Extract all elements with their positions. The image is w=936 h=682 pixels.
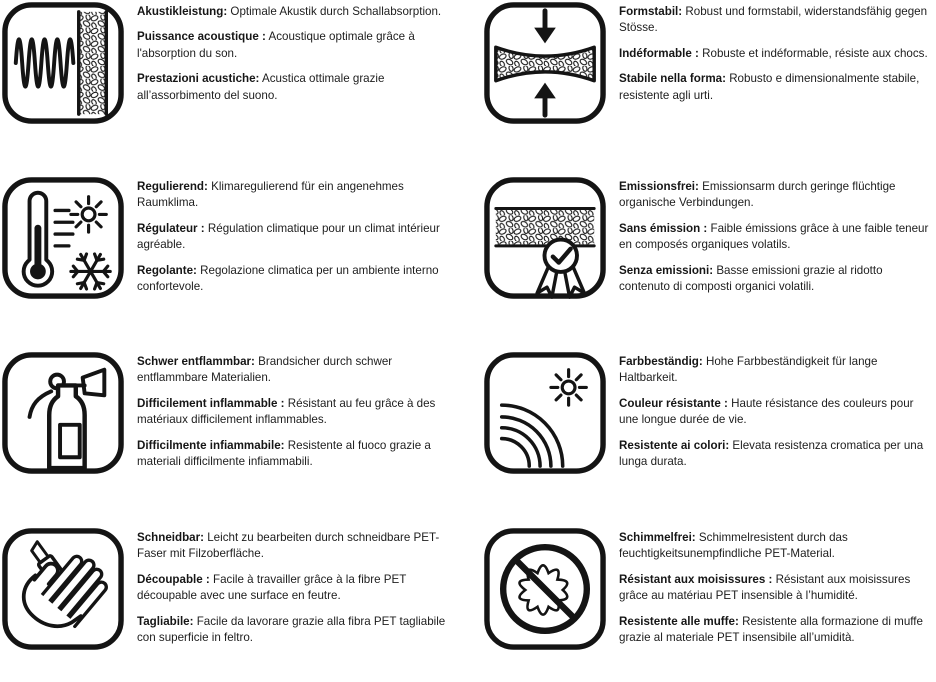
entry-label-it: Resistente ai colori:	[619, 438, 730, 452]
entry-label-it: Difficilmente infiammabile:	[137, 438, 285, 452]
entry-text-it: Robusto e dimensionalmente stabile, resistente agli urti.	[619, 72, 920, 102]
entry-label-de: Emissionsfrei:	[619, 180, 699, 193]
feature-entry-de	[619, 179, 933, 212]
entry-text-de: Schimmelresistent durch das feuchtigkeitsunempfindliche PET-Material.	[619, 531, 848, 561]
entry-text-de: Optimale Akustik durch Schallabsorption.	[230, 5, 442, 18]
entry-label-fr: Indéformable :	[619, 46, 699, 60]
feature-entry-it	[137, 71, 459, 104]
feature-entry-fr	[137, 221, 459, 254]
entry-label-fr: Puissance acoustique :	[137, 30, 266, 44]
feature-entry-de	[619, 4, 933, 37]
feature-tile-dimensional-stability	[466, 2, 936, 177]
feature-entry-de	[137, 354, 459, 387]
sound-wave-absorber-panel-icon	[2, 2, 124, 124]
entry-text-it: Acustica ottimale grazie all’assorbimento del suono.	[137, 72, 385, 102]
entry-label-fr: Sans émission :	[619, 221, 708, 235]
entry-label-it: Prestazioni acustiche:	[137, 72, 260, 86]
feature-entry-it	[619, 614, 933, 647]
entry-label-fr: Résistant aux moisissures :	[619, 572, 773, 586]
feature-entry-fr	[137, 396, 459, 429]
entry-text-fr: Facile à travailler grâce à la fibre PET découpable avec une surface en feutre.	[137, 572, 407, 603]
entry-text-de: Brandsicher durch schwer entflammbare Materialien.	[137, 355, 393, 385]
feature-entry-it	[619, 71, 933, 104]
entry-text-fr: Régulation climatique pour un climat intérieur agréable.	[137, 221, 440, 252]
feature-entries	[137, 177, 459, 305]
feature-entry-de	[137, 4, 459, 20]
feature-tile-cuttable	[0, 528, 466, 682]
feature-entry-fr	[137, 572, 459, 605]
entry-label-fr: Régulateur :	[137, 221, 205, 235]
feature-entry-it	[619, 263, 933, 296]
feature-entry-it	[137, 438, 459, 471]
entry-text-de: Robust und formstabil, widerstandsfähig gegen Stösse.	[619, 5, 928, 35]
entry-label-it: Senza emissioni:	[619, 263, 714, 277]
thermometer-sun-snowflake-icon	[2, 177, 124, 299]
rainbow-arcs-sun-icon	[484, 352, 606, 474]
entry-text-it: Facile da lavorare grazie alla fibra PET tagliabile con superficie in feltro.	[137, 614, 446, 645]
feature-entries	[619, 352, 933, 480]
entry-label-de: Schwer entflammbar:	[137, 355, 255, 368]
feature-entries	[619, 177, 933, 305]
entry-label-fr: Difficilement inflammable :	[137, 396, 285, 410]
entry-text-it: Basse emissioni grazie al ridotto contenuto di composti organici volatili.	[619, 263, 883, 294]
feature-tile-acoustic-performance	[0, 2, 466, 177]
entry-text-de: Klimaregulierend für ein angenehmes Raumklima.	[137, 180, 404, 210]
compression-arrows-panel-icon	[484, 2, 606, 124]
entry-text-fr: Résistant au feu grâce à des matériaux difficilement inflammables.	[137, 396, 436, 427]
entry-text-fr: Robuste et indéformable, résiste aux chocs.	[702, 46, 928, 60]
feature-entry-it	[619, 438, 933, 471]
entry-label-fr: Découpable :	[137, 572, 210, 586]
feature-entry-de	[137, 530, 459, 563]
feature-tile-flame-retardant	[0, 352, 466, 528]
feature-entries	[619, 528, 933, 656]
feature-entry-it	[137, 614, 459, 647]
entry-text-fr: Faible émissions grâce à une faible teneur en composés organiques volatils.	[619, 221, 929, 252]
entry-label-it: Regolante:	[137, 263, 197, 277]
feature-entry-de	[619, 354, 933, 387]
entry-text-de: Leicht zu bearbeiten durch schneidbare PET-Faser mit Filzoberfläche.	[137, 531, 440, 561]
feature-entry-fr	[619, 572, 933, 605]
entry-label-de: Regulierend:	[137, 180, 208, 193]
entry-label-de: Formstabil:	[619, 5, 683, 18]
entry-label-de: Akustikleistung:	[137, 5, 228, 18]
entry-label-fr: Couleur résistante :	[619, 396, 728, 410]
feature-tile-colorfast	[466, 352, 936, 528]
feature-entry-it	[137, 263, 459, 296]
feature-entry-fr	[137, 29, 459, 62]
feature-entries	[137, 528, 459, 656]
feature-entry-de	[619, 530, 933, 563]
feature-tile-climate-regulating	[0, 177, 466, 352]
feature-entry-fr	[619, 221, 933, 254]
entry-text-fr: Acoustique optimale grâce à l'absorption du son.	[137, 30, 415, 60]
entry-text-it: Resistente al fuoco grazie a materiali difficilmente infiammabili.	[137, 438, 431, 469]
entry-text-it: Resistente alla formazione di muffe grazie al materiale PET insensibile all’umidità.	[619, 614, 923, 645]
feature-entry-fr	[619, 46, 933, 62]
feature-entries	[137, 352, 459, 480]
entry-text-fr: Résistant aux moisissures grâce au matériau PET insensible à l’humidité.	[619, 572, 911, 603]
entry-text-de: Emissionsarm durch geringe flüchtige organische Verbindungen.	[619, 180, 896, 210]
feature-entries	[137, 2, 459, 113]
feature-tile-low-emission	[466, 177, 936, 352]
no-mold-prohibition-icon	[484, 528, 606, 650]
feature-entry-fr	[619, 396, 933, 429]
entry-text-fr: Haute résistance des couleurs pour une longue durée de vie.	[619, 396, 914, 427]
fire-extinguisher-icon	[2, 352, 124, 474]
entry-label-it: Tagliabile:	[137, 614, 194, 628]
hand-cutter-knife-icon	[2, 528, 124, 650]
entry-text-de: Hohe Farbbeständigkeit für lange Haltbarkeit.	[619, 355, 878, 385]
entry-label-de: Schimmelfrei:	[619, 531, 696, 544]
entry-label-it: Resistente alle muffe:	[619, 614, 739, 628]
panel-certificate-badge-icon	[484, 177, 606, 299]
feature-tile-mold-resistant	[466, 528, 936, 682]
entry-label-de: Farbbeständig:	[619, 355, 703, 368]
feature-entries	[619, 2, 933, 113]
entry-text-it: Elevata resistenza cromatica per una lunga durata.	[619, 438, 924, 469]
entry-text-it: Regolazione climatica per un ambiente interno confortevole.	[137, 263, 439, 294]
entry-label-de: Schneidbar:	[137, 531, 204, 544]
entry-label-it: Stabile nella forma:	[619, 72, 726, 86]
feature-entry-de	[137, 179, 459, 212]
